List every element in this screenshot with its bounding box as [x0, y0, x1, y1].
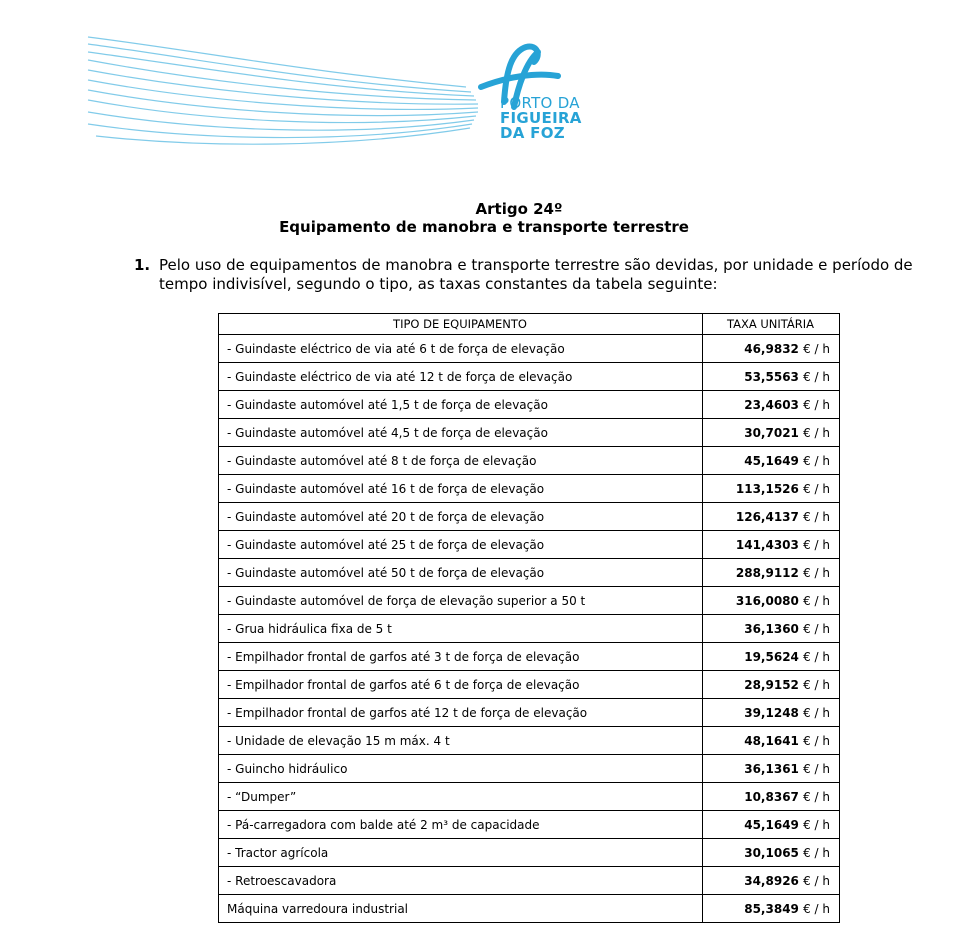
rate-value: 126,4137	[735, 509, 799, 524]
table-row	[219, 699, 840, 727]
rate-value: 141,4303	[735, 537, 799, 552]
table-row	[219, 419, 840, 447]
unit-rate-cell	[703, 587, 840, 615]
rate-value: 36,1361	[744, 761, 799, 776]
rate-unit: € / h	[803, 397, 830, 412]
equipment-type-cell: - “Dumper”	[219, 783, 703, 811]
equipment-type-cell: - Guincho hidráulico	[219, 755, 703, 783]
paragraph-text: Pelo uso de equipamentos de manobra e transporte terrestre são devidas, por unidade e período de tempo indivisível, segundo o tipo, as taxas constantes da tabela seguinte:	[159, 256, 913, 293]
rate-value: 10,8367	[744, 789, 799, 804]
rate-value: 36,1360	[744, 621, 799, 636]
unit-rate-cell	[703, 447, 840, 475]
equipment-type-cell: - Empilhador frontal de garfos até 3 t de força de elevação	[219, 643, 703, 671]
paragraph-number: 1.	[134, 256, 151, 274]
unit-rate-cell	[703, 503, 840, 531]
equipment-type-cell: - Guindaste automóvel até 20 t de força de elevação	[219, 503, 703, 531]
rate-unit: € / h	[803, 341, 830, 356]
rate-unit: € / h	[803, 537, 830, 552]
table-row	[219, 475, 840, 503]
equipment-type-cell: Máquina varredoura industrial	[219, 895, 703, 923]
rate-unit: € / h	[803, 481, 830, 496]
rate-value: 45,1649	[744, 817, 799, 832]
equipment-type-cell: - Guindaste eléctrico de via até 6 t de força de elevação	[219, 335, 703, 363]
rate-unit: € / h	[803, 593, 830, 608]
rate-value: 34,8926	[744, 873, 799, 888]
rate-value: 39,1248	[744, 705, 799, 720]
equipment-type-cell: - Pá-carregadora com balde até 2 m³ de capacidade	[219, 811, 703, 839]
equipment-type-cell: - Guindaste automóvel até 8 t de força de elevação	[219, 447, 703, 475]
rates-table	[218, 313, 840, 923]
table-row	[219, 615, 840, 643]
unit-rate-cell	[703, 363, 840, 391]
table-row	[219, 363, 840, 391]
rate-unit: € / h	[803, 453, 830, 468]
unit-rate-cell	[703, 755, 840, 783]
table-row	[219, 811, 840, 839]
unit-rate-cell	[703, 699, 840, 727]
unit-rate-cell	[703, 335, 840, 363]
logo-line-2: FIGUEIRA	[500, 109, 582, 127]
logo-line-1: PORTO DA	[500, 94, 580, 112]
rate-value: 30,1065	[744, 845, 799, 860]
table-header-row	[219, 314, 840, 335]
rate-unit: € / h	[803, 817, 830, 832]
logo-text	[500, 96, 582, 141]
unit-rate-cell	[703, 531, 840, 559]
rate-unit: € / h	[803, 369, 830, 384]
unit-rate-cell	[703, 419, 840, 447]
equipment-type-cell: - Guindaste automóvel até 16 t de força de elevação	[219, 475, 703, 503]
rate-unit: € / h	[803, 621, 830, 636]
rate-unit: € / h	[803, 733, 830, 748]
rate-unit: € / h	[803, 789, 830, 804]
equipment-type-cell: - Empilhador frontal de garfos até 6 t de força de elevação	[219, 671, 703, 699]
header-unit-rate: TAXA UNITÁRIA	[703, 314, 840, 335]
unit-rate-cell	[703, 867, 840, 895]
rate-value: 113,1526	[735, 481, 799, 496]
equipment-type-cell: - Guindaste automóvel até 1,5 t de força de elevação	[219, 391, 703, 419]
table-row	[219, 727, 840, 755]
rate-value: 30,7021	[744, 425, 799, 440]
unit-rate-cell	[703, 783, 840, 811]
table-row	[219, 895, 840, 923]
rate-unit: € / h	[803, 649, 830, 664]
table-row	[219, 503, 840, 531]
table-row	[219, 643, 840, 671]
rate-unit: € / h	[803, 761, 830, 776]
equipment-type-cell: - Guindaste automóvel até 4,5 t de força de elevação	[219, 419, 703, 447]
unit-rate-cell	[703, 559, 840, 587]
rate-value: 28,9152	[744, 677, 799, 692]
table-row	[219, 755, 840, 783]
rate-value: 46,9832	[744, 341, 799, 356]
rate-value: 53,5563	[744, 369, 799, 384]
rate-value: 23,4603	[744, 397, 799, 412]
table-row	[219, 671, 840, 699]
table-row	[219, 559, 840, 587]
unit-rate-cell	[703, 839, 840, 867]
table-row	[219, 531, 840, 559]
table-row	[219, 783, 840, 811]
equipment-type-cell: - Retroescavadora	[219, 867, 703, 895]
logo-line-3: DA FOZ	[500, 124, 565, 142]
equipment-type-cell: - Guindaste automóvel até 50 t de força de elevação	[219, 559, 703, 587]
rate-value: 45,1649	[744, 453, 799, 468]
unit-rate-cell	[703, 727, 840, 755]
rate-unit: € / h	[803, 509, 830, 524]
equipment-type-cell: - Guindaste automóvel de força de elevação superior a 50 t	[219, 587, 703, 615]
table-row	[219, 839, 840, 867]
equipment-type-cell: - Grua hidráulica fixa de 5 t	[219, 615, 703, 643]
unit-rate-cell	[703, 671, 840, 699]
table-row	[219, 335, 840, 363]
equipment-type-cell: - Guindaste eléctrico de via até 12 t de força de elevação	[219, 363, 703, 391]
unit-rate-cell	[703, 895, 840, 923]
rate-unit: € / h	[803, 845, 830, 860]
article-number: Artigo 24º	[475, 200, 563, 218]
rate-value: 288,9112	[735, 565, 799, 580]
rate-unit: € / h	[803, 677, 830, 692]
rate-unit: € / h	[803, 565, 830, 580]
equipment-type-cell: - Tractor agrícola	[219, 839, 703, 867]
table-row	[219, 391, 840, 419]
unit-rate-cell	[703, 615, 840, 643]
table-row	[219, 587, 840, 615]
equipment-type-cell: - Guindaste automóvel até 25 t de força de elevação	[219, 531, 703, 559]
equipment-type-cell: - Empilhador frontal de garfos até 12 t de força de elevação	[219, 699, 703, 727]
rate-value: 316,0080	[735, 593, 799, 608]
paragraph	[134, 256, 924, 294]
header-equipment-type: TIPO DE EQUIPAMENTO	[219, 314, 703, 335]
unit-rate-cell	[703, 811, 840, 839]
rate-unit: € / h	[803, 425, 830, 440]
unit-rate-cell	[703, 643, 840, 671]
equipment-type-cell: - Unidade de elevação 15 m máx. 4 t	[219, 727, 703, 755]
table-row	[219, 447, 840, 475]
rate-unit: € / h	[803, 901, 830, 916]
unit-rate-cell	[703, 475, 840, 503]
article-title: Equipamento de manobra e transporte terrestre	[279, 218, 689, 236]
rate-unit: € / h	[803, 705, 830, 720]
rate-value: 85,3849	[744, 901, 799, 916]
rate-value: 19,5624	[744, 649, 799, 664]
table-row	[219, 867, 840, 895]
unit-rate-cell	[703, 391, 840, 419]
article-heading	[0, 200, 968, 236]
rate-unit: € / h	[803, 873, 830, 888]
rate-value: 48,1641	[744, 733, 799, 748]
